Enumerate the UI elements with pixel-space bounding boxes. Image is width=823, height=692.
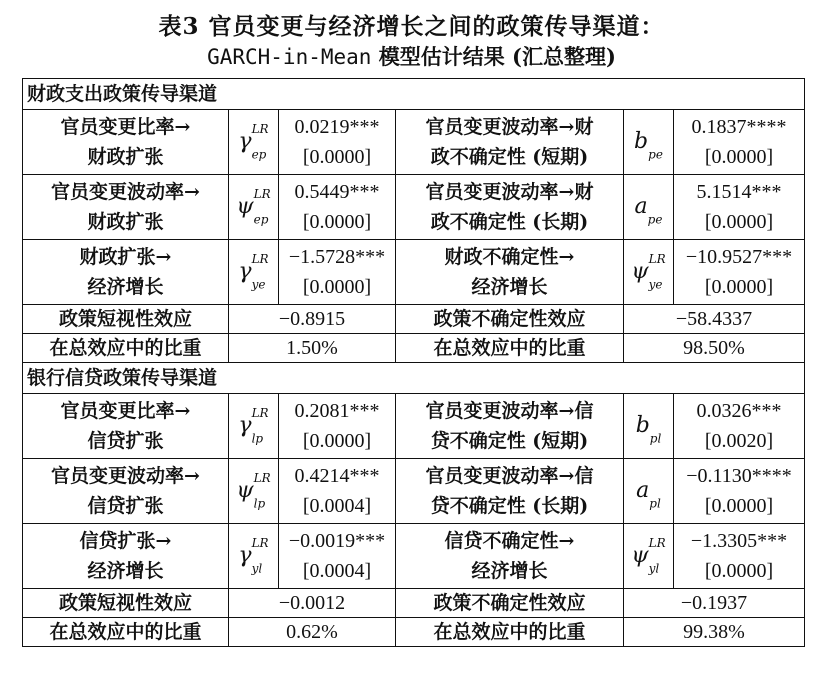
coef-symbol — [238, 122, 269, 162]
channel-label — [396, 459, 624, 524]
uncertainty-effect-label: 政策不确定性效应 — [396, 305, 624, 334]
share-label: 在总效应中的比重 — [396, 334, 624, 363]
symbol-cell — [624, 175, 674, 240]
estimate-value: 5.1514*** — [696, 181, 782, 203]
symbol-sub: ep — [251, 147, 267, 162]
table-row — [23, 240, 805, 305]
label-line: 财政不确定性→ — [444, 246, 575, 268]
p-value: [0.0020] — [704, 430, 774, 452]
uncertainty-effect-label: 政策不确定性效应 — [396, 589, 624, 618]
estimate-cell — [674, 240, 805, 305]
symbol-cell — [229, 240, 279, 305]
symbol-sup: LR — [251, 252, 269, 267]
estimate-value: 0.2081*** — [294, 400, 380, 422]
symbol-base: γ — [238, 259, 252, 284]
symbol-sup: LR — [648, 252, 666, 267]
share-value: 98.50% — [624, 334, 805, 363]
estimate-value: 0.5449*** — [294, 181, 380, 203]
p-value: [0.0000] — [302, 430, 372, 452]
estimate-cell — [279, 524, 396, 589]
label-line: 财政扩张 — [87, 146, 164, 168]
estimate-value: −10.9527*** — [685, 246, 793, 268]
label-line: 官员变更波动率→财 — [425, 116, 594, 138]
symbol-cell — [229, 175, 279, 240]
short-effect-value: −0.8915 — [229, 305, 396, 334]
label-line: 官员变更波动率→财 — [425, 181, 594, 203]
channel-label — [23, 459, 229, 524]
section-header: 财政支出政策传导渠道 — [23, 79, 805, 110]
table-row — [23, 524, 805, 589]
share-label: 在总效应中的比重 — [23, 334, 229, 363]
table-subtitle — [0, 41, 823, 71]
estimate-cell — [674, 110, 805, 175]
results-table — [22, 78, 805, 647]
coef-symbol — [236, 187, 271, 227]
coef-symbol — [236, 471, 271, 511]
channel-label — [23, 394, 229, 459]
channel-label — [23, 524, 229, 589]
share-value: 1.50% — [229, 334, 396, 363]
label-line: 经济增长 — [87, 560, 164, 582]
channel-label — [396, 110, 624, 175]
coef-symbol — [634, 194, 663, 227]
symbol-sub: lp — [251, 431, 264, 446]
estimate-value: 0.1837**** — [691, 116, 787, 138]
symbol-cell — [229, 459, 279, 524]
p-value: [0.0000] — [704, 560, 774, 582]
symbol-sub: yl — [251, 561, 263, 576]
label-line: 贷不确定性 (长期) — [430, 495, 589, 517]
p-value: [0.0000] — [704, 276, 774, 298]
short-effect-label: 政策短视性效应 — [23, 589, 229, 618]
label-line: 贷不确定性 (短期) — [430, 430, 589, 452]
estimate-value: 0.0326*** — [696, 400, 782, 422]
estimate-cell — [279, 240, 396, 305]
p-value: [0.0000] — [302, 211, 372, 233]
section-header: 银行信贷政策传导渠道 — [23, 363, 805, 394]
symbol-base: γ — [238, 413, 252, 438]
uncertainty-effect-value: −58.4337 — [624, 305, 805, 334]
channel-label — [396, 524, 624, 589]
symbol-base: b — [635, 413, 650, 438]
label-line: 信贷不确定性→ — [444, 530, 575, 552]
estimate-value: −1.3305*** — [690, 530, 788, 552]
label-line: 财政扩张→ — [79, 246, 172, 268]
symbol-base: ψ — [236, 478, 254, 503]
label-line: 官员变更比率→ — [60, 400, 191, 422]
share-row — [23, 618, 805, 647]
symbol-base: ψ — [236, 194, 254, 219]
coef-symbol — [238, 536, 269, 576]
symbol-base: a — [636, 478, 650, 503]
label-line: 官员变更波动率→ — [51, 465, 200, 487]
coef-symbol — [238, 252, 269, 292]
estimate-cell — [674, 459, 805, 524]
symbol-cell — [229, 524, 279, 589]
label-line: 官员变更比率→ — [60, 116, 191, 138]
label-line: 经济增长 — [87, 276, 164, 298]
estimate-cell — [279, 394, 396, 459]
subtitle-text: 模型估计结果 (汇总整理) — [371, 44, 616, 69]
label-line: 官员变更波动率→信 — [425, 465, 594, 487]
symbol-sub: pe — [647, 212, 663, 227]
table-row — [23, 394, 805, 459]
symbol-base: b — [634, 129, 649, 154]
symbol-sub: lp — [253, 496, 266, 511]
symbol-cell — [624, 110, 674, 175]
table-row — [23, 110, 805, 175]
symbol-sup: LR — [253, 471, 271, 486]
estimate-value: −1.5728*** — [288, 246, 386, 268]
p-value: [0.0004] — [302, 560, 372, 582]
estimate-cell — [279, 459, 396, 524]
estimate-cell — [674, 175, 805, 240]
effect-row — [23, 589, 805, 618]
short-effect-value: −0.0012 — [229, 589, 396, 618]
channel-label — [396, 175, 624, 240]
p-value: [0.0000] — [704, 211, 774, 233]
label-line: 信贷扩张 — [87, 430, 164, 452]
label-line: 经济增长 — [471, 560, 548, 582]
share-row — [23, 334, 805, 363]
coef-symbol — [238, 406, 269, 446]
p-value: [0.0000] — [704, 495, 774, 517]
symbol-sup: LR — [251, 122, 269, 137]
symbol-cell — [624, 524, 674, 589]
estimate-value: −0.1130**** — [686, 465, 792, 487]
model-name: GARCH-in-Mean — [207, 45, 372, 69]
p-value: [0.0000] — [704, 146, 774, 168]
label-line: 官员变更波动率→ — [51, 181, 200, 203]
label-line: 信贷扩张→ — [79, 530, 172, 552]
symbol-sub: ep — [253, 212, 269, 227]
symbol-base: ψ — [631, 543, 649, 568]
table-row — [23, 175, 805, 240]
symbol-base: γ — [238, 543, 252, 568]
estimate-value: 0.4214*** — [294, 465, 380, 487]
label-line: 政不确定性 (短期) — [430, 146, 589, 168]
estimate-cell — [279, 175, 396, 240]
label-line: 信贷扩张 — [87, 495, 164, 517]
coef-symbol — [634, 129, 663, 162]
estimate-cell — [674, 394, 805, 459]
share-value: 0.62% — [229, 618, 396, 647]
channel-label — [396, 394, 624, 459]
channel-label — [23, 175, 229, 240]
symbol-cell — [624, 240, 674, 305]
short-effect-label: 政策短视性效应 — [23, 305, 229, 334]
symbol-base: a — [634, 194, 648, 219]
label-line: 官员变更波动率→信 — [425, 400, 594, 422]
coef-symbol — [631, 252, 666, 292]
estimate-cell — [279, 110, 396, 175]
symbol-base: ψ — [631, 259, 649, 284]
channel-label — [396, 240, 624, 305]
channel-label — [23, 110, 229, 175]
estimate-value: −0.0019*** — [288, 530, 386, 552]
symbol-sup: LR — [253, 187, 271, 202]
symbol-sub: ye — [648, 277, 663, 292]
symbol-cell — [624, 394, 674, 459]
estimate-cell — [674, 524, 805, 589]
symbol-sub: pl — [649, 496, 661, 511]
coef-symbol — [631, 536, 666, 576]
uncertainty-effect-value: −0.1937 — [624, 589, 805, 618]
coef-symbol — [635, 413, 662, 446]
symbol-cell — [229, 394, 279, 459]
coef-symbol — [636, 478, 661, 511]
symbol-cell — [624, 459, 674, 524]
p-value: [0.0000] — [302, 276, 372, 298]
p-value: [0.0004] — [302, 495, 372, 517]
label-line: 经济增长 — [471, 276, 548, 298]
symbol-sub: pe — [648, 147, 663, 162]
symbol-sub: ye — [251, 277, 266, 292]
effect-row — [23, 305, 805, 334]
p-value: [0.0000] — [302, 146, 372, 168]
channel-label — [23, 240, 229, 305]
label-line: 政不确定性 (长期) — [430, 211, 589, 233]
label-line: 财政扩张 — [87, 211, 164, 233]
symbol-sup: LR — [648, 536, 666, 551]
share-label: 在总效应中的比重 — [23, 618, 229, 647]
symbol-sub: yl — [648, 561, 660, 576]
symbol-sup: LR — [251, 406, 269, 421]
table-title: 表3 官员变更与经济增长之间的政策传导渠道： — [158, 13, 665, 40]
symbol-cell — [229, 110, 279, 175]
symbol-sup: LR — [251, 536, 269, 551]
table-row — [23, 459, 805, 524]
share-value: 99.38% — [624, 618, 805, 647]
symbol-sub: pl — [649, 431, 662, 446]
symbol-base: γ — [238, 129, 252, 154]
share-label: 在总效应中的比重 — [396, 618, 624, 647]
estimate-value: 0.0219*** — [294, 116, 380, 138]
